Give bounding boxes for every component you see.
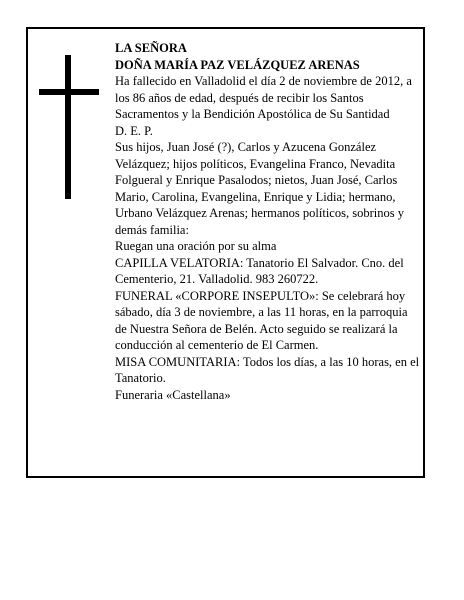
death-announcement: Ha fallecido en Valladolid el día 2 de noviembre de 2012, a los 86 años de edad, después de recibir los Santos Sacramentos y la Bendición Apostólica de Su Santidad xyxy=(115,74,412,121)
chapel-info: CAPILLA VELATORIA: Tanatorio El Salvador. Cno. del Cementerio, 21. Valladolid. 983 260722. xyxy=(115,255,404,286)
obituary-notice xyxy=(26,27,425,478)
notice-body xyxy=(115,40,421,403)
cross-vertical-bar xyxy=(65,55,71,199)
funeral-info: FUNERAL «CORPORE INSEPULTO»: Se celebrará hoy sábado, día 3 de noviembre, a las 11 horas, en la parroquia de Nuestra Señora de Belén. Acto seguido se realizará la conducción al cementerio de El Carmen. xyxy=(115,288,408,352)
notice-title: LA SEÑORA xyxy=(115,41,187,55)
cross-icon xyxy=(39,55,99,199)
family-list: Sus hijos, Juan José (?), Carlos y Azucena González Velázquez; hijos políticos, Evangelina Franco, Nevadita Folgueral y Enrique Pasalodos; nietos, Juan José, Carlos Mario, Carolina, Evangelina, Enrique y Lidia; hermano, Urbano Velázquez Arenas; hermanos políticos, sobrinos y demás familia: xyxy=(115,140,404,237)
funeral-home: Funeraria «Castellana» xyxy=(115,387,231,402)
cross-horizontal-bar xyxy=(39,89,99,95)
deceased-name: DOÑA MARÍA PAZ VELÁZQUEZ ARENAS xyxy=(115,57,360,72)
mass-info: MISA COMUNITARIA: Todos los días, a las 10 horas, en el Tanatorio. xyxy=(115,354,420,385)
rip-text: D. E. P. xyxy=(115,123,153,138)
prayer-request: Ruegan una oración por su alma xyxy=(115,239,277,253)
